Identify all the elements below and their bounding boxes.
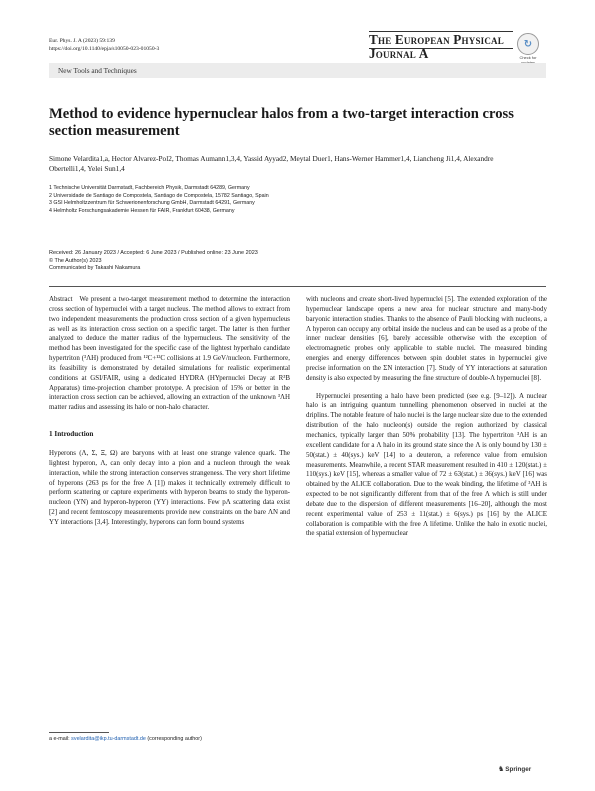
journal-name: The European Physical Journal A [369, 33, 513, 62]
left-column [49, 295, 290, 528]
journal-citation: Eur. Phys. J. A (2023) 59:139 [49, 38, 115, 44]
footnote-note: (corresponding author) [147, 736, 202, 742]
doi-link[interactable]: https://doi.org/10.1140/epja/s10050-023-01050-3 [49, 45, 160, 52]
intro-paragraph: Hyperons (Λ, Σ, Ξ, Ω) are baryons with at least one strange valence quark. The lightest hyperon, Λ, can only decay into a pion and a nucleon through the weak interaction, while the strong interaction conserves strangeness. The very short lifetime of hyperons (263 ps for the free Λ [1]) makes it technically extremely difficult to perform scattering or capture experiments with hyperon beams to study the hyperon-nucleon (YN) and hyperon-hyperon (YY) interactions. Few pΛ scattering data exist [2] and recent femtoscopy measurements provide new constraints on the bare ΛN and YY interactions [3,4]. Interestingly, hyperons can form bound systems [49, 448, 290, 526]
header-citation-block [49, 38, 159, 53]
affiliation-item: 1 Technische Universität Darmstadt, Fachbereich Physik, Darmstadt 64289, Germany [49, 185, 250, 191]
copyright-line: © The Author(s) 2023 [49, 257, 102, 264]
affiliation-item: 3 GSI Helmholtzzentrum für Schwerionenforschung GmbH, Darmstadt 64291, Germany [49, 200, 255, 206]
footnote [49, 736, 202, 742]
body-paragraph: with nucleons and create short-lived hypernuclei [5]. The extended exploration of the hypernuclear landscape opens a new area for nuclear structure and many-body baryonic interaction studies. Thanks to the absence of Pauli blocking with nucleons, a Λ hyperon can occupy any orbital inside the nucleus and can be used as a probe of the inner nuclear densities [6], barely accessible otherwise with the exception of electromagnetic probes only applicable to stable nuclei. The measured binding energies and energy differences between spin doublet states in hypernuclei give precise information on the ΣN interaction [7]. Study of YY interactions at saturation density is also expected by measuring the fine structure of double-Λ hypernuclei [8]. [306, 295, 547, 382]
section-heading: 1 Introduction [49, 430, 94, 439]
publisher-name: Springer [505, 766, 532, 773]
received-dates: Received: 26 January 2023 / Accepted: 6 June 2023 / Published online: 23 June 2023 [49, 250, 258, 256]
communicated-by: Communicated by Takashi Nakamura [49, 265, 141, 272]
abstract-label: Abstract [49, 295, 73, 303]
badge-text: Check for [519, 55, 537, 60]
author-list: Simone Velardita1,a, Hector Alvarez-Pol2, Thomas Aumann1,3,4, Yassid Ayyad2, Meytal Duer1, Hans-Werner Hammer1,4, Liancheng Ji1,4, Alexandre Obertelli1,4, Yelei Sun1,4 [49, 154, 494, 173]
journal-rule-bottom [369, 48, 513, 49]
abstract-text: We present a two-target measurement method to determine the interaction cross section of hypernuclei with a target nucleus. The method allows to extract from two independent measurements the production cross section of a given hypernucleus as well as its interaction cross section on a specific target. The latter is then further analyzed to deduce the matter radius of the hypernucleus. The sensitivity of the method has been investigated for the specific case of the lightest hyperhalo candidate hypertriton (³ΛH) produced from ¹²C+¹²C collisions at 1.9 GeV/nucleon. Furthermore, its feasibility is demonstrated by detailed simulations for realistic experimental conditions at GSI/FAIR, using a dedicated HYDRA (HYpernuclei Decay at R³B Apparatus) time-projection chamber prototype. A precision of 15% or better in the interaction cross section can be achieved, allowing an extraction of the unknown ³ΛH matter radius and assessing its halo or non-halo character. [49, 295, 290, 412]
header-divider [49, 286, 546, 287]
springer-horse-icon: ♞ [498, 765, 505, 773]
article-title: Method to evidence hypernuclear halos from a two-target interaction cross section measurement [49, 106, 514, 139]
article-history [49, 250, 529, 273]
publisher-logo [498, 765, 531, 773]
right-column [306, 295, 547, 539]
affiliation-item: 2 Universidade de Santiago de Compostela, Santiago de Compostela, 15782 Santiago, Spain [49, 192, 269, 199]
refresh-icon: ↻ [517, 33, 539, 55]
abstract [49, 295, 290, 413]
affiliation-item: 4 Helmholtz Forschungsakademie Hessen für FAIR, Frankfurt 60438, Germany [49, 207, 235, 214]
footnote-label: a e-mail: [49, 736, 70, 742]
journal-rule-top [369, 31, 513, 32]
footnote-divider [49, 732, 109, 733]
body-paragraph: Hypernuclei presenting a halo have been predicted (see e.g. [9–12]). A nuclear halo is an intriguing quantum tunnelling phenomenon observed in nuclei at the driplins. The notable feature of halo nuclei is the large nuclear size due to the extended distribution of the halo nucleon(s) outside the region authorized by classical mechanics, typically larger than 50% probability [13]. The hypertriton ³ΛH is an excellent candidate for a Λ halo in its ground state since the Λ is only bound by 130 ± 50(stat.) ± 40(sys.) keV [14] to a deuteron, a reference value from emulsion measurements. Meanwhile, a recent STAR measurement resulted in 410 ± 120(stat.) ± 110(sys.) keV [15], whereas a smaller value of 72 ± 63(stat.) ± 36(sys.) keV [16] was obtained by the ALICE collaboration. Due to the weak binding, the lifetime of ³ΛH is expected to be not significantly different from that of the free Λ which is still under debate due to the dispersion of different measurements [16–20], although the most recent experimental value of 253 ± 11(stat.) ± 6(sys.) ps [16] by the ALICE collaboration is compatible with the free Λ lifetime. Unlike the halo in exotic nuclei, the spatial extension of hypernuclear [306, 391, 547, 538]
email-link[interactable]: svelardita@ikp.tu-darmstadt.de [71, 736, 146, 742]
check-for-updates-badge[interactable] [514, 33, 542, 67]
affiliation-list [49, 185, 529, 215]
section-category-bar: New Tools and Techniques [49, 63, 546, 78]
